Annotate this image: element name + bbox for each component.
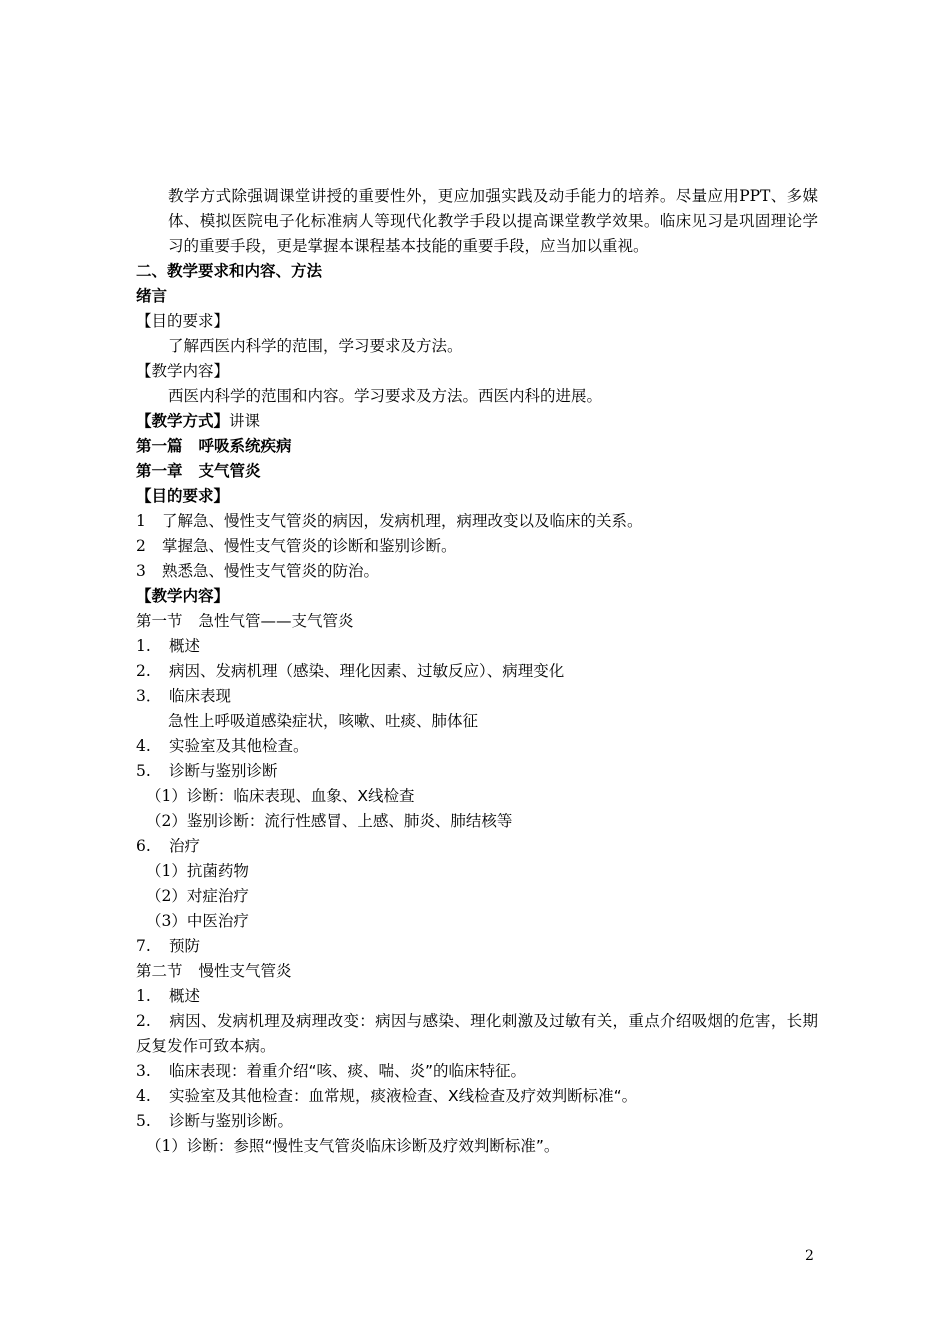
preface-objective-text: 了解西医内科学的范围，学习要求及方法。 bbox=[168, 337, 463, 355]
part-title-num: 第一篇 bbox=[136, 437, 183, 455]
preface-method-label: 【教学方式】 bbox=[136, 412, 230, 430]
list-item: 3. 临床表现：着重介绍“咳、痰、喘、炎”的临床特征。 bbox=[136, 1062, 527, 1080]
chapter-title-name: 支气管炎 bbox=[198, 462, 261, 480]
list-item: 1. 概述 bbox=[136, 987, 201, 1005]
list-item: 7. 预防 bbox=[136, 937, 201, 955]
list-item: 2. 病因、发病机理及病理改变：病因与感染、理化刺激及过敏有关，重点介绍吸烟的危害，长期反复发作可致本病。 bbox=[136, 1012, 818, 1055]
section1-num: 第一节 bbox=[136, 612, 183, 630]
list-item: 4. 实验室及其他检查。 bbox=[136, 737, 309, 755]
list-item: 2. 病因、发病机理（感染、理化因素、过敏反应）、病理变化 bbox=[136, 662, 565, 680]
chapter-title bbox=[136, 459, 818, 484]
section-heading: 二、教学要求和内容、方法 bbox=[136, 262, 323, 280]
sub-list-item: （2）对症治疗 bbox=[146, 887, 249, 905]
chapter-title-num: 第一章 bbox=[136, 462, 183, 480]
chapter-objective-item: 2 掌握急、慢性支气管炎的诊断和鉴别诊断。 bbox=[136, 537, 457, 555]
preface-method bbox=[136, 409, 818, 434]
list-item-detail: 急性上呼吸道感染症状，咳嗽、吐痰、肺体征 bbox=[168, 712, 479, 730]
section1-name: 急性气管——支气管炎 bbox=[198, 612, 354, 630]
preface-content-text: 西医内科学的范围和内容。学习要求及方法。西医内科的进展。 bbox=[168, 387, 603, 405]
intro-paragraph: 教学方式除强调课堂讲授的重要性外，更应加强实践及动手能力的培养。尽量应用PPT、多媒体、模拟医院电子化标准病人等现代化教学手段以提高课堂教学效果。临床见习是巩固理论学习的重要手段，更是掌握本课程基本技能的重要手段，应当加以重视。 bbox=[168, 187, 818, 255]
section2-num: 第二节 bbox=[136, 962, 183, 980]
list-item: 5. 诊断与鉴别诊断。 bbox=[136, 1112, 294, 1130]
document-page bbox=[136, 184, 818, 1159]
part-title-name: 呼吸系统疾病 bbox=[198, 437, 292, 455]
list-item: 6. 治疗 bbox=[136, 837, 201, 855]
list-item: 3． 临床表现 bbox=[136, 687, 232, 705]
list-item: 5. 诊断与鉴别诊断 bbox=[136, 762, 278, 780]
section1-title bbox=[136, 609, 818, 634]
chapter-objective-item: 1 了解急、慢性支气管炎的病因，发病机理，病理改变以及临床的关系。 bbox=[136, 512, 643, 530]
list-item: 4. 实验室及其他检查：血常规，痰液检查、X线检查及疗效判断标准“。 bbox=[136, 1087, 638, 1105]
preface-method-text: 讲课 bbox=[229, 412, 261, 430]
preface-objective-label: 【目的要求】 bbox=[136, 312, 230, 330]
sub-list-item: （2）鉴别诊断：流行性感冒、上感、肺炎、肺结核等 bbox=[146, 812, 513, 830]
chapter-objective-label: 【目的要求】 bbox=[136, 487, 230, 505]
part-title bbox=[136, 434, 818, 459]
sub-list-item: （1）诊断：临床表现、血象、X线检查 bbox=[146, 787, 415, 805]
chapter-objective-item: 3 熟悉急、慢性支气管炎的防治。 bbox=[136, 562, 380, 580]
section2-title bbox=[136, 959, 818, 984]
sub-list-item: （3）中医治疗 bbox=[146, 912, 249, 930]
list-item: 1. 概述 bbox=[136, 637, 201, 655]
preface-title: 绪言 bbox=[136, 287, 168, 305]
sub-list-item: （1）抗菌药物 bbox=[146, 862, 249, 880]
sub-list-item: （1）诊断：参照“慢性支气管炎临床诊断及疗效判断标准”。 bbox=[146, 1137, 560, 1155]
preface-content-label: 【教学内容】 bbox=[136, 362, 230, 380]
section2-name: 慢性支气管炎 bbox=[198, 962, 292, 980]
chapter-content-label: 【教学内容】 bbox=[136, 587, 230, 605]
page-number: 2 bbox=[805, 1248, 814, 1264]
